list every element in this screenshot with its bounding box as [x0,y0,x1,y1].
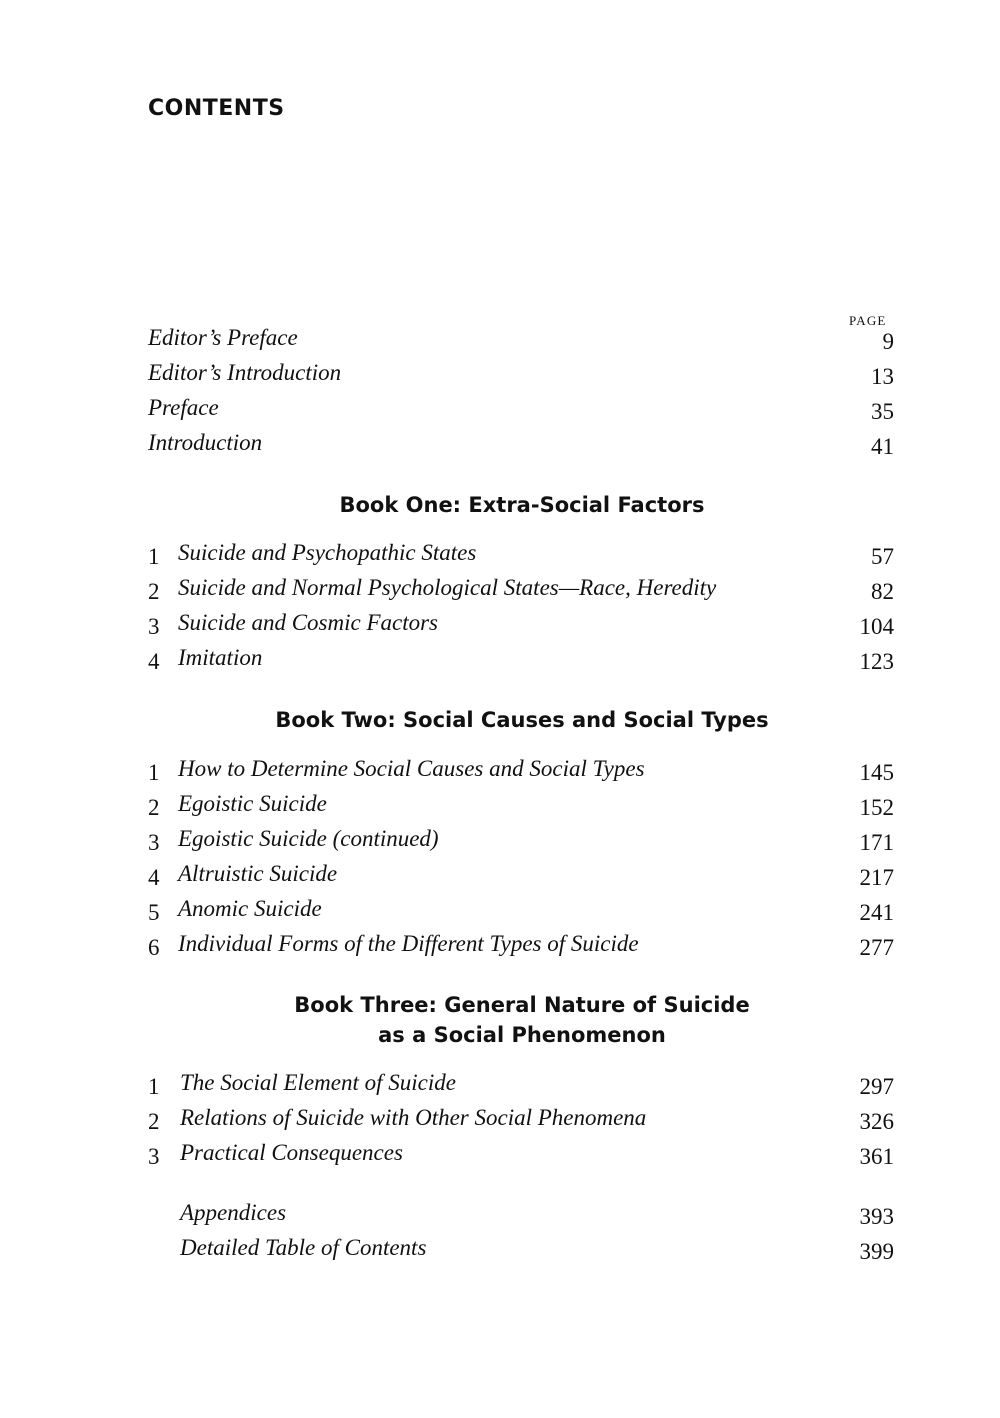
entry-title: Individual Forms of the Different Types of Suicide [178,931,639,956]
toc-entry-chapter[interactable] [148,861,894,895]
chapter-number: 2 [148,579,160,604]
entry-title: Editor’s Introduction [148,360,342,385]
entry-page: 41 [871,434,894,459]
entry-title: Editor’s Preface [148,325,298,350]
entry-title: How to Determine Social Causes and Social Types [178,756,645,781]
chapter-number: 1 [148,760,160,785]
entry-title: Relations of Suicide with Other Social Phenomena [180,1105,647,1130]
entry-title: Suicide and Psychopathic States [178,540,477,565]
chapter-number: 6 [148,935,160,960]
toc-entry-chapter[interactable] [148,540,894,574]
book-heading-line: Book Three: General Nature of Suicide [294,993,750,1017]
toc-entry-introduction[interactable] [148,430,894,464]
entry-page: 171 [859,830,894,855]
entry-page: 152 [859,795,894,820]
entry-title: Egoistic Suicide (continued) [178,826,439,851]
chapter-number: 5 [148,900,160,925]
chapter-number: 1 [148,1074,160,1099]
entry-page: 297 [859,1074,894,1099]
entry-page: 277 [859,935,894,960]
toc-entry-appendices[interactable] [148,1200,894,1234]
entry-title: Detailed Table of Contents [180,1235,427,1260]
chapter-number: 4 [148,865,160,890]
entry-page: 82 [871,579,894,604]
entry-title: The Social Element of Suicide [180,1070,456,1095]
toc-entry-chapter[interactable] [148,1105,894,1139]
toc-entry-chapter[interactable] [148,931,894,965]
entry-title: Introduction [148,430,263,455]
toc-entry-chapter[interactable] [148,1140,894,1174]
entry-page: 399 [859,1239,894,1264]
entry-page: 393 [859,1204,894,1229]
entry-title: Practical Consequences [180,1140,403,1165]
book-heading-line: as a Social Phenomenon [378,1023,666,1047]
book-two-heading [0,705,1000,735]
toc-entry-chapter[interactable] [148,1070,894,1104]
chapter-number: 1 [148,544,160,569]
entry-page: 35 [871,399,894,424]
chapter-number: 2 [148,1109,160,1134]
toc-entry-preface[interactable] [148,395,894,429]
entry-title: Egoistic Suicide [178,791,327,816]
page-column-label: PAGE [849,313,887,328]
entry-page: 13 [871,364,894,389]
entry-page: 361 [859,1144,894,1169]
entry-title: Preface [148,395,219,420]
book-three-heading [0,990,1000,1050]
entry-page: 9 [882,329,894,354]
page-title: CONTENTS [148,96,285,121]
toc-entry-chapter[interactable] [148,896,894,930]
toc-entry-chapter[interactable] [148,756,894,790]
book-heading-line: Book Two: Social Causes and Social Types [275,708,769,732]
entry-title: Suicide and Normal Psychological States—Race, Heredity [178,575,717,600]
chapter-number: 3 [148,830,160,855]
toc-entry-editors-preface[interactable] [148,325,894,359]
entry-page: 123 [859,649,894,674]
toc-entry-chapter[interactable] [148,826,894,860]
toc-entry-chapter[interactable] [148,645,894,679]
toc-entry-chapter[interactable] [148,575,894,609]
toc-entry-chapter[interactable] [148,610,894,644]
toc-entry-detailed-contents[interactable] [148,1235,894,1269]
entry-title: Appendices [180,1200,287,1225]
toc-entry-editors-introduction[interactable] [148,360,894,394]
chapter-number: 4 [148,649,160,674]
chapter-number: 3 [148,1144,160,1169]
entry-title: Altruistic Suicide [178,861,338,886]
entry-page: 217 [859,865,894,890]
entry-page: 145 [859,760,894,785]
book-heading-line: Book One: Extra-Social Factors [339,493,705,517]
toc-entry-chapter[interactable] [148,791,894,825]
entry-title: Anomic Suicide [178,896,322,921]
entry-title: Suicide and Cosmic Factors [178,610,438,635]
chapter-number: 2 [148,795,160,820]
book-one-heading [0,490,1000,520]
entry-page: 241 [859,900,894,925]
entry-page: 326 [859,1109,894,1134]
entry-page: 57 [871,544,894,569]
chapter-number: 3 [148,614,160,639]
entry-page: 104 [859,614,894,639]
entry-title: Imitation [178,645,263,670]
